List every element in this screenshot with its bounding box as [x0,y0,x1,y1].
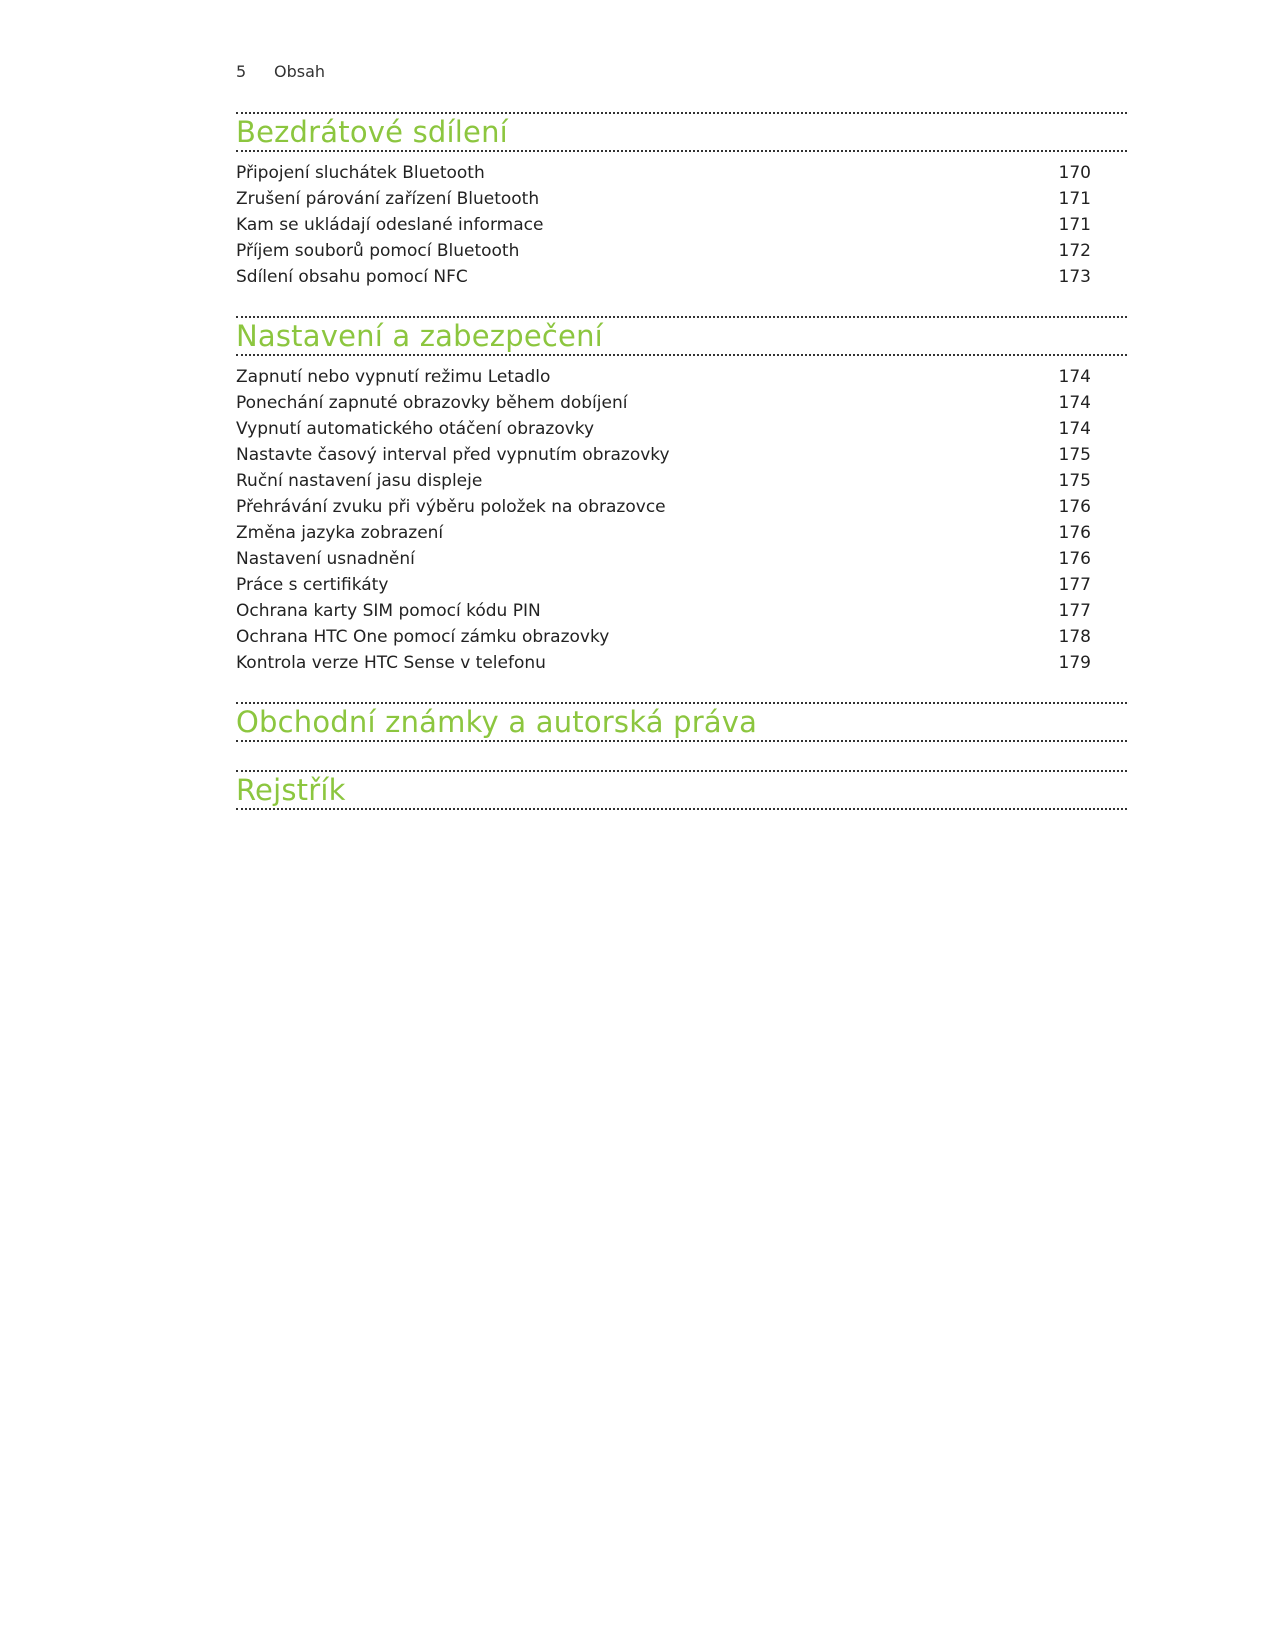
entry-page-number: 177 [1058,601,1091,621]
entry-title: Příjem souborů pomocí Bluetooth [236,241,520,261]
toc-entry[interactable] [236,264,1127,290]
toc-entry[interactable] [236,624,1127,650]
entry-page-number: 176 [1058,523,1091,543]
entry-page-number: 175 [1058,445,1091,465]
entry-page-number: 171 [1058,215,1091,235]
entry-title: Připojení sluchátek Bluetooth [236,163,485,183]
toc-entry[interactable] [236,572,1127,598]
entry-title: Nastavení usnadnění [236,549,415,569]
toc-entry[interactable] [236,238,1127,264]
entry-title: Přehrávání zvuku při výběru položek na obrazovce [236,497,666,517]
entry-page-number: 174 [1058,419,1091,439]
toc-section [236,316,1127,676]
table-of-contents [236,112,1127,810]
page-header [236,60,325,82]
toc-entry[interactable] [236,442,1127,468]
entry-title: Kam se ukládají odeslané informace [236,215,544,235]
toc-entry[interactable] [236,416,1127,442]
entry-page-number: 175 [1058,471,1091,491]
entry-page-number: 177 [1058,575,1091,595]
entry-title: Sdílení obsahu pomocí NFC [236,267,468,287]
section-heading[interactable]: Nastavení a zabezpečení [236,316,1127,356]
toc-entry[interactable] [236,364,1127,390]
header-title: Obsah [274,61,326,81]
entry-page-number: 178 [1058,627,1091,647]
section-heading[interactable]: Bezdrátové sdílení [236,112,1127,152]
toc-entry[interactable] [236,650,1127,676]
toc-entry-list [236,160,1127,290]
toc-entry[interactable] [236,160,1127,186]
entry-title: Zapnutí nebo vypnutí režimu Letadlo [236,367,551,387]
section-heading[interactable]: Rejstřík [236,770,1127,810]
toc-entry[interactable] [236,468,1127,494]
entry-title: Ponechání zapnuté obrazovky během dobíjení [236,393,628,413]
entry-title: Práce s certifikáty [236,575,389,595]
entry-page-number: 171 [1058,189,1091,209]
entry-title: Nastavte časový interval před vypnutím obrazovky [236,445,670,465]
toc-section [236,702,1127,742]
entry-page-number: 176 [1058,497,1091,517]
toc-entry[interactable] [236,186,1127,212]
toc-entry[interactable] [236,598,1127,624]
toc-section [236,112,1127,290]
toc-entry[interactable] [236,546,1127,572]
entry-title: Ochrana HTC One pomocí zámku obrazovky [236,627,610,647]
entry-page-number: 173 [1058,267,1091,287]
entry-page-number: 174 [1058,393,1091,413]
page-number: 5 [236,61,247,81]
toc-entry-list [236,364,1127,676]
entry-title: Ochrana karty SIM pomocí kódu PIN [236,601,541,621]
toc-entry[interactable] [236,520,1127,546]
toc-section [236,770,1127,810]
entry-title: Vypnutí automatického otáčení obrazovky [236,419,595,439]
toc-entry[interactable] [236,212,1127,238]
entry-title: Kontrola verze HTC Sense v telefonu [236,653,546,673]
entry-page-number: 170 [1058,163,1091,183]
entry-page-number: 172 [1058,241,1091,261]
entry-title: Zrušení párování zařízení Bluetooth [236,189,540,209]
entry-page-number: 179 [1058,653,1091,673]
entry-title: Ruční nastavení jasu displeje [236,471,483,491]
entry-page-number: 174 [1058,367,1091,387]
entry-title: Změna jazyka zobrazení [236,523,444,543]
toc-entry[interactable] [236,390,1127,416]
entry-page-number: 176 [1058,549,1091,569]
section-heading[interactable]: Obchodní známky a autorská práva [236,702,1127,742]
toc-entry[interactable] [236,494,1127,520]
